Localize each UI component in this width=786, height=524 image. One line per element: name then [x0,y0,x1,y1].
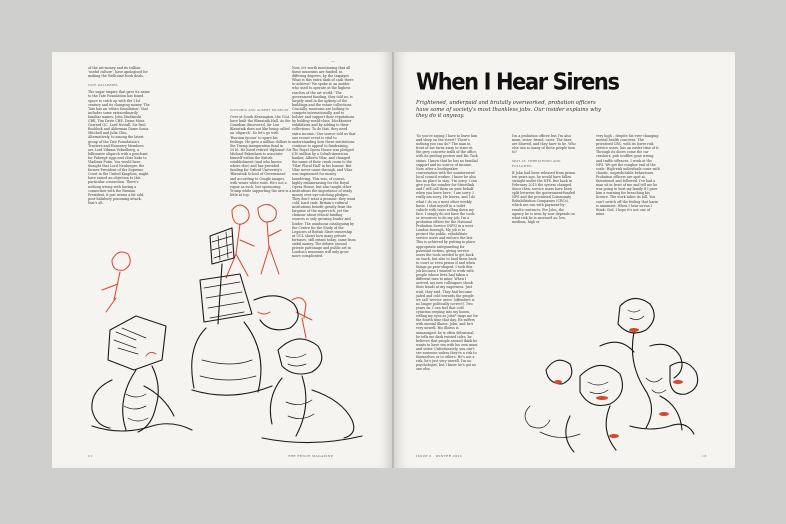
left-seated-figure [92,316,192,432]
red-figure-group-1 [226,204,281,278]
right-column-3 [596,134,660,286]
left-col3-body: Now, it's worth mentioning that all these museums are funded, in differing degrees, by the taxpayer. What is this extra dash of cash there to achieve? We spoke to an insider who used to operate at the highest reaches of the art world. 'The government funding, they told us, is largely used in the upkeep of the buildings and the estate collections. Crucially, museums are looking to compete internationally, and to bolster and support their reputations by holding world-class, blockbuster exhibitions and by adding to their collections. To do that, they need extra income.' Our source told us that one recent event is vital to understanding how these institutions continue to appeal to fundraising. The Royal Opera House was pledged £10 million by a Cobalt-American banker, Alberto Vilar, and changed the name of their crush room to the 'Vilar Floral Hall' in his honour. But Vilar never came through, and Vilar was imprisoned for money laundering. This was, of course, highly embarrassing for the Royal Opera House, but also taught other institutions the importance of ready money over eye-catching pledges. They don't want a promise: they want cold, hard cash. Britain's cultural institutions benefit greatly from the largesse of the super-rich, yet the clamour about ethical funding sources is only growing louder and louder. The assiduous cataloguing by the Centre for the Study of the Legacies of British Slave-ownership at UCL shows how many private fortunes, still extant today, came from sinful money. The debate around private patronage and public art in London's museums will only grow more complicated. [292,66,356,259]
right-reclining-figure [262,339,362,443]
left-col1-caption: TATE GALLERIES [88,83,118,88]
right-col1-body: 'So you're saying I have to leave him and sleep on the street? There's nothing you can do?' The man in front of me turns away to stare at the grey concrete walls of the office, with its peeling posters and Bic Tack stains. I know that he has no familial support and no source of income. Now, after a loudspeaker conversation with the uninterested local council worker, I know he also has no place to stay. 'I'm sorry. I can give you the number for Streetlink and I will call them on your behalf when you leave here.' I am sorry. I really am sorry. He leaves, and I do what I do on a most other weekly basis. I shut myself in a toilet cubicle with tears rolling down my face. I simply do not have the tools or resources to do my job. I'm a probation officer for the National Probation Service (NPS) in a west London borough. My job is to protect the public, rehabilitate service users and enforce the law. This is achieved by putting in place appropriate safeguarding for potential victims, giving service users the tools needed to get back on track, but also to haul them back to court or even prison if and when things go pear-shaped. I took this job because I wanted to work with people whose lives had taken a different turn to mine. When I arrived, my new colleagues shook their heads at my eagerness. Just wait, they said. They had become jaded and cold towards the people we call 'service users' (offenders is no longer politically correct). Two years on, I can feel that cold cynicism seeping into my bones, rolling my eyes as John* rings me for the fourth time that day. He suffers with mental illness, John, and he's very unwell. His illness is unmanaged: he is often delusional, he tells me dark twisted tales, he believes that people around think he wants to have sex with his own mum and sister. Unfortunately, you can't see someone unless they're a risk to themselves or to others. He's not a risk, he's just very unwell. I'm no psychologist, but I know he's got no one else. [416,134,479,372]
left-illustration [82,180,382,450]
right-col3-body: very high – despite his ever-changing mental health concerns. The privatised CRC, with its lower risk service users, has an easier time of it. Through its doors come the car crashers, pub scuffles gone wrong and traffic offences. I work at the NPS. We get the rougher end of the scale. High-risk individuals come with chaotic, unpredictable behaviours. Probation officers are spat at, threatened and followed. I've had a man sit in front of me and tell me he was going to hurt my family if I gave him a warning for breaching his licence. The work takes its toll. You can't switch off the feeling that harm is imminent. When I hear sirens I think: God, I hope it's not one of mine. [596,134,660,216]
right-running-foot: ISSUE 6 · WINTER 2020 [416,454,463,458]
right-column-2 [512,134,576,264]
left-col2-body: Over at South Kensington, the V&A have built the Blavatnik Hall. As the Guardian discovered, Sir Len Blavatnik does not like being called an 'oligarch'. So let's go with 'Russian tycoon' to spare his feelings. He gave a million dollars to the Trump inauguration fund in 2016. He hired retired 'diplomat' Sir Michael Pakenham to associate himself within the British establishment (and who knows where else) and has provided funding for Oxford University's 'Blavatnik School of Government' and according to Google images, with wears white suits. He's not a rogue as such, but sponsoring Trump while supporting the arts is a little at top. [230,115,292,197]
gutter-shadow [392,52,394,468]
article-headline: When I Hear Sirens [416,68,619,95]
left-col2-caption: VICTORIA AND ALBERT MUSEUM [230,108,289,112]
central-standing-figure [192,228,298,395]
left-running-foot: THE FENCE MAGAZINE [288,454,334,458]
right-illustration [510,286,710,456]
right-column-1 [416,134,479,372]
siren-figure-cluster [525,298,698,452]
article-deck: Frightened, underpaid and brutally overworked, probation officers have some of society's most thankless jobs. Our insider explains why they do it anyway. [416,100,602,120]
right-folio: 13 [702,454,707,458]
right-col2-intro: I'm a probation officer, but I'm also mum, sister, friend, carer. The lines are blurred, and they have to be. Who else can so many of these people turn to? [512,134,576,155]
red-figure-group-2 [102,252,312,338]
right-col2-caption: SPAT AT, THREATENED AND FOLLOWED [512,159,561,168]
left-folio: 11 [88,454,93,458]
top-marker: — [331,58,335,63]
left-col1-body: The sugar empire that gave its name to the Tate Foundation has found space to catch up with the 21st century and its changing money. The Tate has an 'ethics foundation': that includes some extraordinarily familiar names: John Studzinski CBE, Tim Davie CBE, Dame Mora Gerrard QC, Lord Nuttall, Sir Paul Ruddock and Alderman Dame Sonia Mitchell and Julia Chiu. Alternatively, to among the latest group of the Tate Foundation's Trustees and Honorary Members are Lord Vikram Vekselberg, a billionaire oligarch with a penchant for Fabergé eggs and close links to Vladimir Putin. You would have thought that Lord Neuberger, the former President of the Supreme Court in the United Kingdom, might have raised an objection to this particular connection. There's nothing wrong with having a connection with the Russian President, it just seems a bit odd, post-Salisbury poisoning attack, that's all. [88,90,150,205]
left-col1-intro: of the art-money and its trillion-'useful culture', have apologised for making the Wellcome book deals. [88,66,148,79]
right-col2-body: If John had been released from prison ten years ago, he would have fallen straight under the NPS. But back in February 2015 the system changed. Since then, service users have been split between the government-funded NPS and the privatised Community Rehabilitation Companies (CRCs), which are run with payment-by-results contracts. For John, the agency he is seen by now depends on what risk he is assessed as: low, medium, high or [512,170,576,224]
